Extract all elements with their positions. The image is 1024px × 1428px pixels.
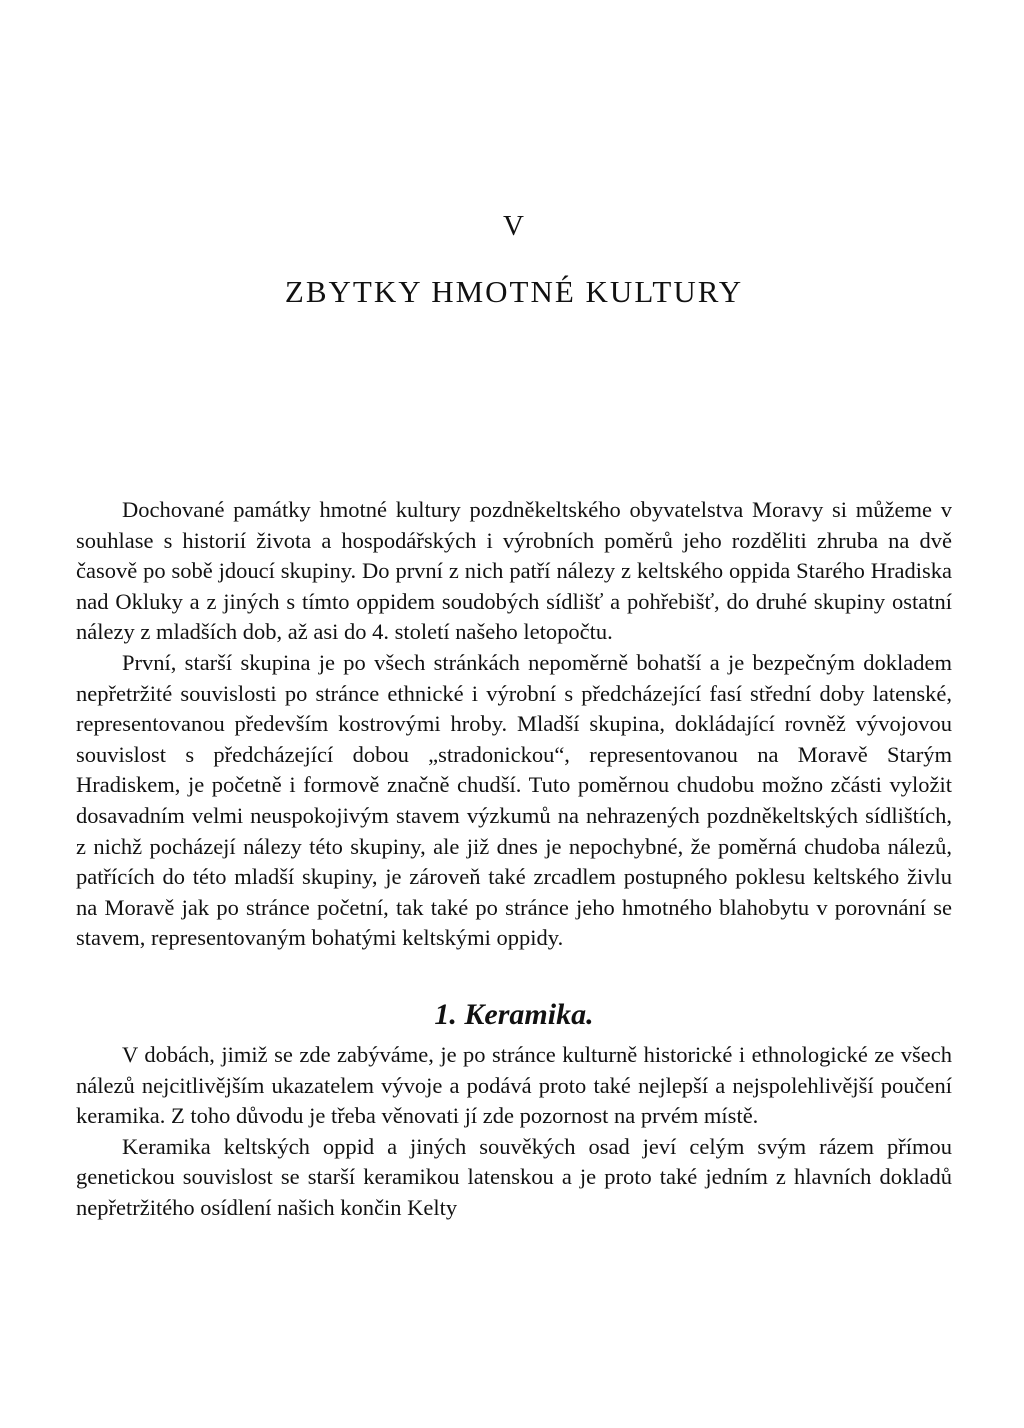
document-page bbox=[76, 0, 952, 1428]
body-text bbox=[76, 495, 952, 1223]
paragraph-keramika-1: V dobách, jimiž se zde zabýváme, je po stránce kulturně historické i ethnologické ze všech nálezů nejcitlivějším ukazatelem vývoje a podává proto také nejlepší a nejspolehlivější poučení keramika. Z toho důvodu je třeba věnovati jí zde pozornost na prvém místě. bbox=[76, 1041, 952, 1129]
paragraph-groups: První, starší skupina je po všech stránkách nepoměrně bohatší a je bezpečným dokladem nepřetržité souvislosti po stránce ethnické i výrobní s předcházející fasí střední doby latenské, representovanou především kostrovými hroby. Mladší skupina, dokládající rovněž vývojovou souvislost s předcházející dobou „stradonickou“, representovanou na Moravě Starým Hradiskem, je početně i formově značně chudší. Tuto poměrnou chudobu možno zčásti vyložit dosavadním velmi neuspokojivým stavem výzkumů na nehrazených pozdněkeltských sídlištích, z nichž pocházejí nálezy této skupiny, ale již dnes je nepochybné, že poměrná chudoba nálezů, patřících do této mladší skupiny, je zároveň také zrcadlem postupného poklesu keltského živlu na Moravě jak po stránce početní, tak také po stránce jeho hmotného blahobytu v porovnání se stavem, representovaným bohatými keltskými oppidy. bbox=[76, 649, 952, 951]
section-heading-keramika: 1. Keramika. bbox=[434, 997, 594, 1031]
paragraph-keramika-2: Keramika keltských oppid a jiných souvěkých osad jeví celým svým rázem přímou genetickou souvislost se starší keramikou latenskou a je proto také jedním z hlavních dokladů nepřetržitého osídlení našich končin Kelty bbox=[76, 1133, 952, 1220]
chapter-number: V bbox=[503, 210, 525, 242]
chapter-title: ZBYTKY HMOTNÉ KULTURY bbox=[284, 274, 744, 309]
paragraph-intro: Dochované památky hmotné kultury pozdněkeltského obyvatelstva Moravy si můžeme v souhlase s historií života a hospodářských i výrobních poměrů jeho rozděliti zhruba na dvě časově po sobě jdoucí skupiny. Do první z nich patří nálezy z keltského oppida Starého Hradiska nad Okluky a z jiných s tímto oppidem soudobých sídlišť a pohřebišť, do druhé skupiny ostatní nálezy z mladších dob, až asi do 4. století našeho letopočtu. bbox=[76, 497, 952, 645]
